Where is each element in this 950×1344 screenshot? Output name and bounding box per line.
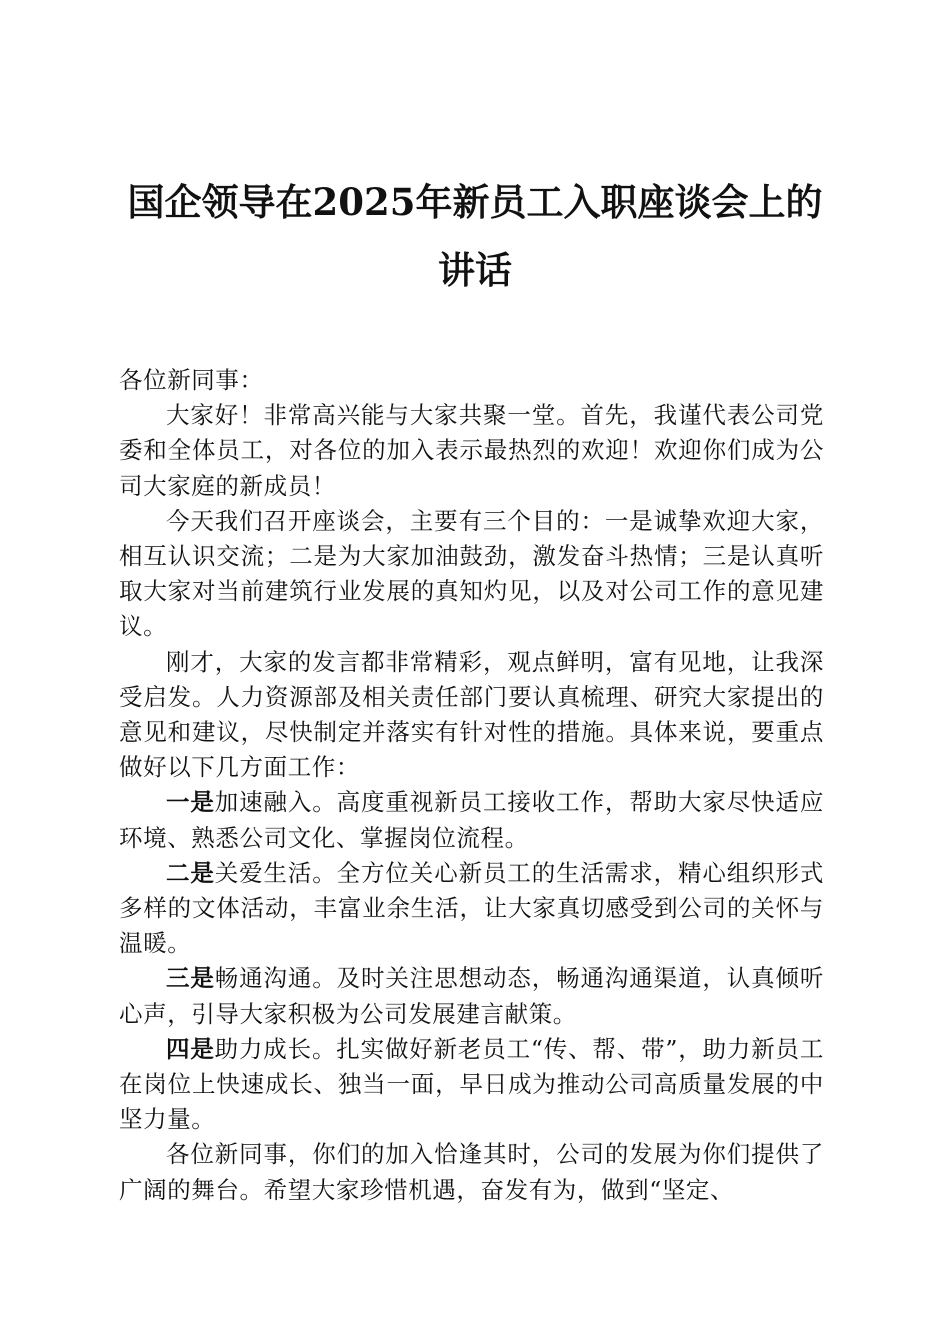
point-care xyxy=(119,856,824,962)
paragraph-purpose: 今天我们召开座谈会，主要有三个目的：一是诚挚欢迎大家，相互认识交流；二是为大家加油鼓劲，激发奋斗热情；三是认真听取大家对当前建筑行业发展的真知灼见，以及对公司工作的意见建议。 xyxy=(119,506,824,641)
point-lead: 三是 xyxy=(166,964,215,993)
paragraph-feedback: 刚才，大家的发言都非常精彩，观点鲜明，富有见地，让我深受启发。人力资源部及相关责任部门要认真梳理、研究大家提出的意见和建议，尽快制定并落实有针对性的措施。具体来说，要重点做好以下几方面工作： xyxy=(119,647,824,782)
salutation: 各位新同事： xyxy=(119,366,264,394)
document-title: 国企领导在2025年新员工入职座谈会上的讲话 xyxy=(127,180,823,292)
point-text: 加速融入。高度重视新员工接收工作，帮助大家尽快适应环境、熟悉公司文化、掌握岗位流程。 xyxy=(119,788,825,852)
paragraph-welcome: 大家好！非常高兴能与大家共聚一堂。首先，我谨代表公司党委和全体员工，对各位的加入表示最热烈的欢迎！欢迎你们成为公司大家庭的新成员！ xyxy=(119,401,824,500)
point-lead: 四是 xyxy=(166,1034,215,1063)
point-text: 关爱生活。全方位关心新员工的生活需求，精心组织形式多样的文体活动，丰富业余生活，让大家真切感受到公司的关怀与温暖。 xyxy=(119,858,825,958)
point-text: 助力成长。扎实做好新老员工“传、帮、带”，助力新员工在岗位上快速成长、独当一面，早日成为推动公司高质量发展的中坚力量。 xyxy=(119,1034,824,1134)
point-text: 畅通沟通。及时关注思想动态，畅通沟通渠道，认真倾听心声，引导大家积极为公司发展建言献策。 xyxy=(119,964,825,1028)
paragraph-closing: 各位新同事，你们的加入恰逢其时，公司的发展为你们提供了广阔的舞台。希望大家珍惜机遇，奋发有为，做到“坚定、 xyxy=(119,1140,824,1204)
document-body xyxy=(119,363,824,1208)
point-growth xyxy=(119,1032,824,1138)
point-communication xyxy=(119,961,824,1031)
point-lead: 一是 xyxy=(166,788,215,817)
point-lead: 二是 xyxy=(166,858,215,887)
point-integration xyxy=(119,785,824,855)
